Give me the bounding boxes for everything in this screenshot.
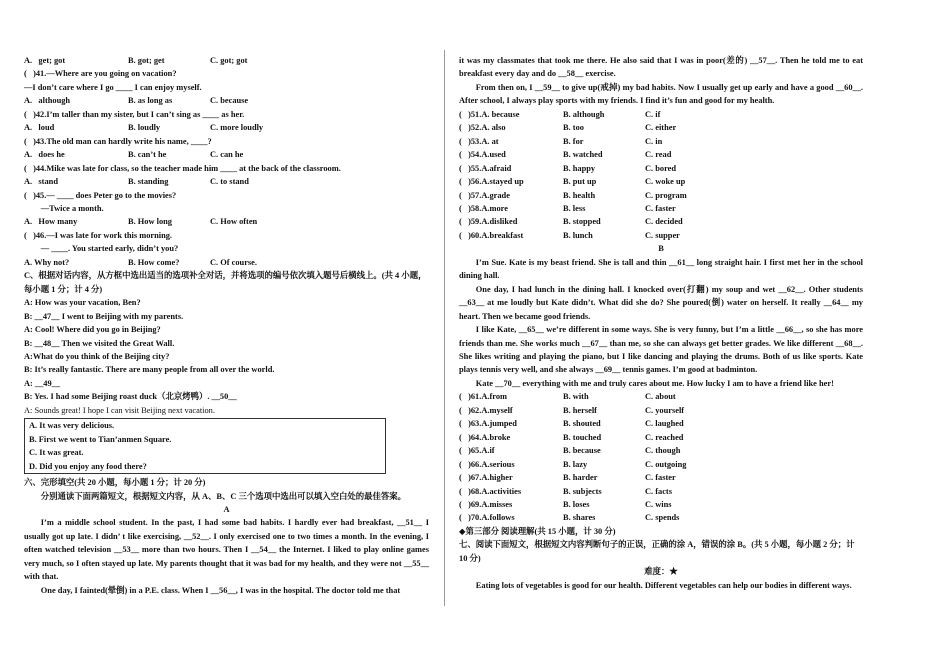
- passage-paragraph: From then on, I __59__ to give up(戒掉) my bad habits. Now I usually get up early and have a good __60__. After school, I always play sports with my friends. I find it’s fun and good for my health.: [459, 82, 863, 106]
- option-b: B. put up: [563, 177, 597, 187]
- option-a: A. does he: [24, 150, 65, 160]
- right-column: [459, 54, 863, 592]
- option-a: ( )62.A.myself: [459, 405, 513, 415]
- answer-options-box: [24, 418, 386, 474]
- option-row: [459, 431, 863, 444]
- option-b: B. can’t he: [128, 150, 167, 160]
- option-c: C. woke up: [645, 177, 686, 187]
- question-line: ( )43.The old man can hardly write his name, ____?: [24, 136, 212, 146]
- option-a: ( )65.A.if: [459, 446, 495, 456]
- option-row: [459, 202, 863, 215]
- option-a: ( )58.A.more: [459, 203, 508, 213]
- option-c: C. about: [645, 392, 676, 402]
- question-line: ( )41.—Where are you going on vacation?: [24, 69, 177, 79]
- option-b: B. although: [563, 109, 605, 119]
- option-row: [459, 189, 863, 202]
- left-column: [24, 54, 429, 597]
- option-a: ( )61.A.from: [459, 392, 507, 402]
- box-option-2: C. It was great.: [29, 448, 84, 458]
- option-a: ( )52.A. also: [459, 123, 506, 133]
- option-row: [459, 417, 863, 430]
- option-c: C. facts: [645, 486, 672, 496]
- passage-paragraph: One day, I had lunch in the dining hall. I knocked over(打翻) my soup and wet __62__. Other students __63__ at me loudly but Kate didn’t. What did she do? She poured(倒) water on herself. It really __64__ my heart. Then we became good friends.: [459, 284, 863, 321]
- option-b: B. subjects: [563, 486, 602, 496]
- option-a: ( )68.A.activities: [459, 486, 522, 496]
- question-line: ( )46.—I was late for work this morning.: [24, 230, 173, 240]
- option-b: B. How come?: [128, 257, 180, 267]
- question-line: — ____. You started early, didn’t you?: [24, 244, 179, 254]
- option-b: B. harder: [563, 473, 598, 483]
- option-b: B. standing: [128, 177, 169, 187]
- option-b: B. as long as: [128, 96, 173, 106]
- option-c: C. in: [645, 136, 663, 146]
- option-c: C. got; got: [210, 56, 248, 65]
- passage-paragraph: I’m Sue. Kate is my beast friend. She is tall and thin __61__ long straight hair. I first met her in the school dining hall.: [459, 257, 863, 281]
- option-b: B. shares: [563, 513, 596, 523]
- question-line: B: Yes. I had some Beijing roast duck（北京烤鸭）. __50__: [24, 392, 237, 402]
- option-c: C. bored: [645, 163, 677, 173]
- box-option-1: B. First we went to Tian’anmen Square.: [29, 434, 172, 444]
- option-c: C. yourself: [645, 405, 685, 415]
- option-a: ( )54.A.used: [459, 150, 506, 160]
- option-row: [459, 148, 863, 161]
- option-a: A. get; got: [24, 56, 66, 65]
- option-row: [459, 404, 863, 417]
- option-c: C. faster: [645, 203, 676, 213]
- question-line: A:What do you think of the Beijing city?: [24, 351, 170, 361]
- question-line: A: __49__: [24, 378, 61, 388]
- option-b: B. stopped: [563, 217, 601, 227]
- box-option-0: A. It was very delicious.: [29, 421, 115, 431]
- option-row: [24, 54, 429, 67]
- section-heading: B: [658, 244, 664, 254]
- question-line: B: It’s really fantastic. There are many people from all over the world.: [24, 365, 275, 375]
- option-b: B. How long: [128, 217, 172, 227]
- question-line: B: __47__ I went to Beijing with my parents.: [24, 311, 184, 321]
- option-c: C. if: [645, 109, 661, 119]
- instruction-text: C、根据对话内容，从方框中选出适当的选项补全对话，并将选项的编号依次填入题号后横线上。(共 4 小题，每小题 1 分；计 4 分): [24, 271, 427, 294]
- option-a: A. How many: [24, 217, 78, 227]
- option-c: C. outgoing: [645, 459, 687, 469]
- option-row: [459, 121, 863, 134]
- option-b: B. lunch: [563, 230, 593, 240]
- option-a: ( )70.A.follows: [459, 513, 515, 523]
- option-row: [459, 215, 863, 228]
- question-line: 六、完形填空(共 20 小题，每小题 1 分；计 20 分): [24, 478, 206, 488]
- option-row: [459, 458, 863, 471]
- option-a: A. stand: [24, 177, 58, 187]
- option-b: B. health: [563, 190, 596, 200]
- option-b: B. watched: [563, 150, 603, 160]
- option-row: [459, 390, 863, 403]
- option-b: B. lazy: [563, 459, 588, 469]
- option-c: C. decided: [645, 217, 683, 227]
- question-line: ( )42.I’m taller than my sister, but I can’t sing as ____ as her.: [24, 109, 245, 119]
- option-b: B. because: [563, 446, 601, 456]
- option-row: [459, 135, 863, 148]
- option-a: ( )57.A.grade: [459, 190, 510, 200]
- option-c: C. faster: [645, 473, 676, 483]
- option-row: [459, 108, 863, 121]
- option-a: ( )63.A.jumped: [459, 419, 517, 429]
- question-line: ( )45.— ____ does Peter go to the movies?: [24, 190, 177, 200]
- option-c: C. Of course.: [210, 257, 257, 267]
- option-c: C. spends: [645, 513, 680, 523]
- passage-paragraph: it was my classmates that took me there. He also said that I was in poor(差的) __57__. Then he told me to eat breakfast every day and do __58__ exercise.: [459, 56, 863, 79]
- option-c: C. wins: [645, 499, 672, 509]
- option-c: C. to stand: [210, 177, 249, 187]
- question-line: A: Cool! Where did you go in Beijing?: [24, 325, 161, 335]
- option-row: [459, 444, 863, 457]
- option-b: B. loses: [563, 499, 590, 509]
- option-c: C. read: [645, 150, 672, 160]
- option-c: C. How often: [210, 217, 258, 227]
- option-b: B. for: [563, 136, 584, 146]
- option-c: C. laughed: [645, 419, 684, 429]
- option-c: C. though: [645, 446, 681, 456]
- option-a: ( )53.A. at: [459, 136, 499, 146]
- option-c: C. because: [210, 96, 249, 106]
- option-row: [24, 94, 429, 107]
- option-a: ( )69.A.misses: [459, 499, 513, 509]
- option-a: ( )56.A.stayed up: [459, 177, 524, 187]
- option-a: ( )59.A.disliked: [459, 217, 518, 227]
- question-line: —I don’t care where I go ____ I can enjoy myself.: [24, 82, 202, 92]
- option-a: ( )60.A.breakfast: [459, 230, 524, 240]
- option-a: ( )66.A.serious: [459, 459, 515, 469]
- option-a: ( )64.A.broke: [459, 432, 511, 442]
- option-row: [24, 215, 429, 228]
- option-a: A. although: [24, 96, 71, 106]
- passage-paragraph: I like Kate, __65__ we’re different in some ways. She is very funny, but I’m a little __66__, so she has more friends than me. She works much __67__ than me, so she can always get better grades. We like different __68__. She likes writing and playing the piano, but I like dancing and playing the drums. Both of us like sports. Kate plays tennis very well, and she always __69__ tennis games. I’m good at badminton.: [459, 325, 863, 375]
- option-c: C. program: [645, 190, 687, 200]
- passage-paragraph: I’m a middle school student. In the past, I had some bad habits. I hardly ever had breakfast, __51__ I usually got up late. I didn’ t like exercising, __52__. I only exercised one to two times a month. In the evening, I often watched television __53__ more than two hours. Then I __54__ the Internet. I liked to play online games very much, so I often stayed up late. My parents thought that it was bad for my health, and they were not __55__ with that.: [24, 518, 429, 582]
- option-row: [459, 511, 863, 524]
- option-c: C. more loudly: [210, 123, 264, 133]
- question-line: —Twice a month.: [24, 203, 104, 213]
- option-row: [459, 229, 863, 242]
- instruction-text: 七、阅读下面短文，根据短文内容判断句子的正误，正确的涂 A，错误的涂 B。(共 5 小题，每小题 2 分；计 10 分): [459, 540, 855, 563]
- option-b: B. with: [563, 392, 589, 402]
- option-row: [459, 498, 863, 511]
- option-row: [24, 148, 429, 161]
- option-a: A. Why not?: [24, 257, 70, 267]
- question-line: ( )44.Mike was late for class, so the teacher made him ____ at the back of the classroom.: [24, 163, 341, 173]
- instruction-text: 分别通读下面两篇短文，根据短文内容，从 A、B、C 三个选项中选出可以填入空白处的最佳答案。: [40, 491, 407, 501]
- option-row: [459, 471, 863, 484]
- option-b: B. herself: [563, 405, 597, 415]
- option-b: B. shouted: [563, 419, 601, 429]
- option-row: [459, 485, 863, 498]
- option-b: B. happy: [563, 163, 596, 173]
- option-row: [24, 256, 429, 269]
- section-heading: 难度：★: [644, 567, 678, 577]
- option-c: C. supper: [645, 230, 680, 240]
- option-a: ( )55.A.afraid: [459, 163, 512, 173]
- question-line: ◆第三部分 阅读理解(共 15 小题，计 30 分): [459, 526, 616, 536]
- option-a: ( )67.A.higher: [459, 473, 513, 483]
- option-b: B. touched: [563, 432, 602, 442]
- option-c: C. reached: [645, 432, 684, 442]
- option-b: B. less: [563, 203, 586, 213]
- box-option-3: D. Did you enjoy any food there?: [29, 461, 147, 471]
- option-b: B. too: [563, 123, 584, 133]
- option-b: B. got; get: [128, 56, 165, 65]
- section-heading: A: [223, 504, 230, 514]
- passage-paragraph: One day, I fainted(晕倒) in a P.E. class. When I __56__, I was in the hospital. The doctor told me that: [40, 585, 401, 595]
- question-line: B: __48__ Then we visited the Great Wall.: [24, 338, 175, 348]
- option-a: ( )51.A. because: [459, 109, 520, 119]
- passage-paragraph: Kate __70__ everything with me and truly cares about me. How lucky I am to have a friend like her!: [475, 378, 834, 388]
- option-b: B. loudly: [128, 123, 161, 133]
- option-row: [459, 175, 863, 188]
- dialogue-line: A: Sounds great! I hope I can visit Beijing next vacation.: [24, 405, 215, 415]
- option-c: C. can he: [210, 150, 244, 160]
- passage-paragraph: Eating lots of vegetables is good for our health. Different vegetables can help our bodies in different ways.: [475, 580, 852, 590]
- option-row: [24, 121, 429, 134]
- option-row: [459, 162, 863, 175]
- question-line: A: How was your vacation, Ben?: [24, 298, 141, 308]
- option-a: A. loud: [24, 123, 55, 133]
- option-row: [24, 175, 429, 188]
- column-divider: [444, 50, 445, 606]
- option-c: C. either: [645, 123, 677, 133]
